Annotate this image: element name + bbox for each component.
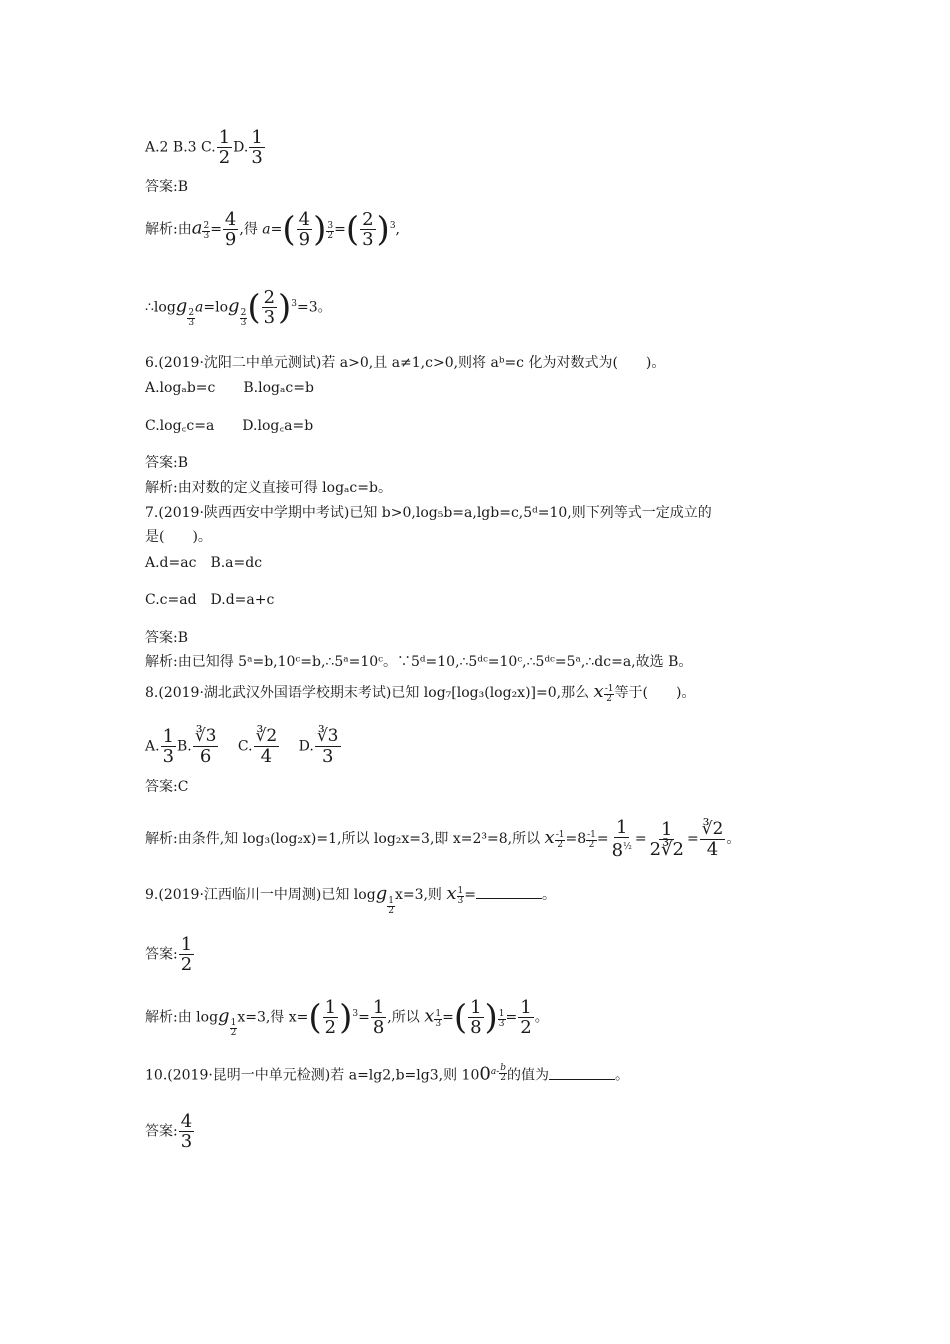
- answer-blank: [476, 898, 542, 899]
- q9-stem: 9.(2019·江西临川一中周测)已知 logg $_{\frac{1}{2}}$ x=3,则 x $\frac{1}{3}$ = 。: [145, 883, 557, 916]
- q5-solution: 解析:由a $\frac{2}{3}$ = $\frac{4}{9}$ ,得 a=( $\frac{4}{9}$ ) $\frac{3}{2}$ =( $\frac{2}{3}$ )$^3$,: [145, 209, 400, 250]
- q7-answer: 答案:B: [145, 630, 189, 646]
- q9-solution: 解析:由 logg $_{\frac{1}{2}}$ x=3,得 x=( $\frac{1}{2}$ )$^3$= $\frac{1}{8}$ ,所以 x $\frac{1}{3}$ =( $\frac{1}{8}$ ) $\frac{1}{3}$ = $\frac{1}{2}$ 。: [145, 997, 549, 1039]
- answer-blank: [549, 1079, 615, 1080]
- fraction: $\frac{1}{2}$: [218, 127, 231, 168]
- q6-options-ab: A.logₐb=c B.logₐc=b: [145, 380, 314, 396]
- q5-answer: 答案:B: [145, 179, 189, 195]
- q8-answer: 答案:C: [145, 779, 189, 795]
- q7-stem-line2: 是( )。: [145, 529, 212, 545]
- q7-options-cd: C.c=ad D.d=a+c: [145, 592, 275, 608]
- q6-options-cd: C.log꜀c=a D.log꜀a=b: [145, 418, 314, 434]
- q6-stem: 6.(2019·沈阳二中单元测试)若 a>0,且 a≠1,c>0,则将 aᵇ=c 化为对数式为( )。: [145, 355, 666, 371]
- q7-options-ab: A.d=ac B.a=dc: [145, 555, 263, 571]
- q8-stem: 8.(2019·湖北武汉外国语学校期末考试)已知 log₇[log₃(log₂x)]=0,那么 x $\frac{-1}{2}$ 等于( )。: [145, 681, 696, 705]
- q6-solution: 解析:由对数的定义直接可得 logₐc=b。: [145, 480, 392, 496]
- q8-solution: 解析:由条件,知 log₃(log₂x)=1,所以 log₂x=3,即 x=2³=8,所以 x $\frac{-1}{2}$ =8 $\frac{-1}{2}$ = $\frac{1}{8^{\frac{1}{2}}}$ = $\frac{1}{2∛2}$ = $\frac{∛2}{4}$ 。: [145, 817, 741, 861]
- q10-stem: 10.(2019·昆明一中单元检测)若 a=lg2,b=lg3,则 $100^{a- \frac{b}{2}}$ 的值为 。: [145, 1063, 629, 1085]
- q5-options: A.2 B.3 C. $\frac{1}{2}$ D. $\frac{1}{3}$: [145, 127, 263, 168]
- q10-answer: 答案: $\frac{4}{3}$: [145, 1111, 193, 1152]
- fraction: $\frac{1}{3}$: [251, 127, 263, 168]
- q8-options: A. $\frac{1}{3}$ B. $\frac{∛3}{6}$ C. $\frac{∛2}{4}$ D. $\frac{∛3}{3}$: [145, 726, 339, 767]
- q6-answer: 答案:B: [145, 455, 189, 471]
- q5-conclusion: ∴logg $_{\frac{2}{3}}$ a=log $_{\frac{2}{3}}$ ( $\frac{2}{3}$ )$^3$=3。: [145, 287, 332, 329]
- q7-stem-line1: 7.(2019·陕西西安中学期中考试)已知 b>0,log₅b=a,lgb=c,5ᵈ=10,则下列等式一定成立的: [145, 505, 712, 521]
- q9-answer: 答案: $\frac{1}{2}$: [145, 934, 193, 975]
- q7-solution: 解析:由已知得 5ᵃ=b,10ᶜ=b,∴5ᵃ=10ᶜ。∵5ᵈ=10,∴5ᵈᶜ=10ᶜ,∴5ᵈᶜ=5ᵃ,∴dc=a,故选 B。: [145, 654, 693, 670]
